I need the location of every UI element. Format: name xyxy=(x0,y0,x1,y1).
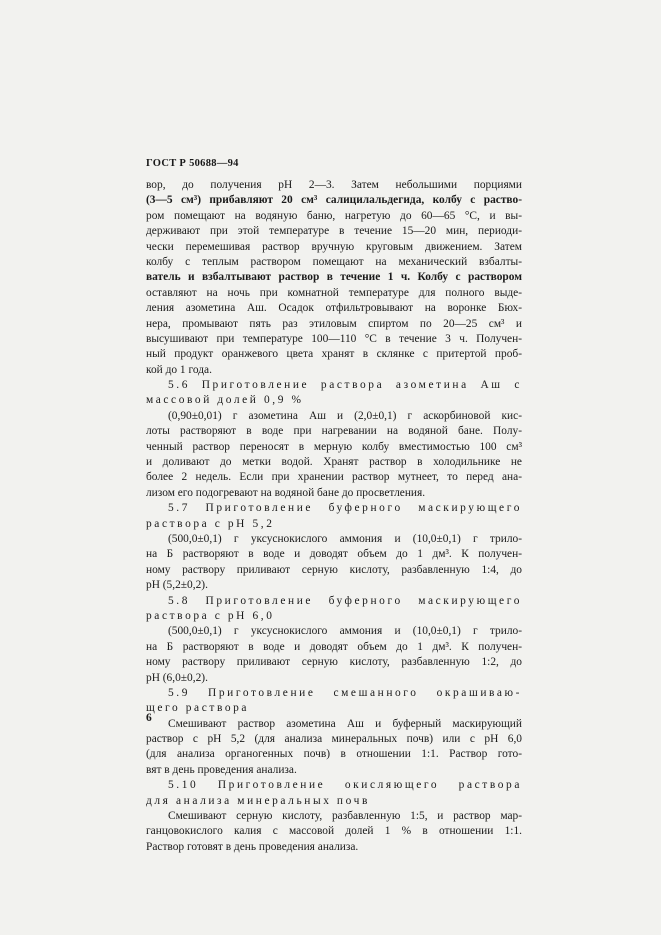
page-number: 6 xyxy=(146,712,152,724)
text-line: раствора с рН 6,0 xyxy=(146,609,275,622)
text-line: оставляют на ночь при комнатной температуре для полного выде- xyxy=(146,286,522,299)
text-line: 5.6 Приготовление раствора азометина Аш с xyxy=(168,379,522,392)
text-line: (500,0±0,1) г уксуснокислого аммония и (10,0±0,1) г трило- xyxy=(168,532,522,545)
text-line: рН (5,2±0,2). xyxy=(146,579,208,592)
text-line: более 2 недель. Если при хранении раствор мутнеет, то перед ана- xyxy=(146,471,522,484)
text-line: раствора с рН 5,2 xyxy=(146,517,275,530)
text-line: лизом его подогревают на водяной бане до просветления. xyxy=(146,486,426,499)
text-line: ченный раствор переносят в мерную колбу вместимостью 100 см³ xyxy=(146,440,522,453)
text-line: держивают при этой температуре в течение 15—20 мин, периоди- xyxy=(146,225,522,238)
text-line: 5.9 Приготовление смешанного окрашиваю- xyxy=(168,686,522,699)
text-line: рН (6,0±0,2). xyxy=(146,671,208,684)
text-line: массовой долей 0,9 % xyxy=(146,394,304,407)
text-line: (3—5 см³) прибавляют 20 см³ салицилальдегида, колбу с раство- xyxy=(146,194,522,207)
text-line: ганцовокислого калия с массовой долей 1 % в отношении 1:1. xyxy=(146,825,522,838)
document-header: ГОСТ Р 50688—94 xyxy=(146,158,239,169)
text-line: высушивают при температуре 100—110 °С в течение 3 ч. Получен- xyxy=(146,332,522,345)
text-line: Смешивают серную кислоту, разбавленную 1:5, и раствор мар- xyxy=(168,810,522,823)
text-line: ватель и взбалтывают раствор в течение 1 ч. Колбу с раствором xyxy=(146,271,522,284)
text-line: Раствор готовят в день проведения анализа. xyxy=(146,840,359,853)
text-line: щего раствора xyxy=(146,702,250,715)
body-text xyxy=(146,178,522,855)
text-line: 5.8 Приготовление буферного маскирующего xyxy=(168,594,522,607)
text-line: лоты растворяют в воде при нагревании на водяной бане. Полу- xyxy=(146,425,522,438)
text-line: ный продукт оранжевого цвета хранят в склянке с притертой проб- xyxy=(146,348,522,361)
text-line: колбу с теплым раствором помещают на механический взбалты- xyxy=(146,255,522,268)
text-line: вят в день проведения анализа. xyxy=(146,763,297,776)
text-line: ному раствору приливают серную кислоту, разбавленную 1:4, до xyxy=(146,563,522,576)
text-line: нера, промывают пять раз этиловым спиртом по 20—25 см³ и xyxy=(146,317,522,330)
text-line: (0,90±0,01) г азометина Аш и (2,0±0,1) г аскорбиновой кис- xyxy=(168,409,522,422)
text-line: ром помещают на водяную баню, нагретую до 60—65 °С, и вы- xyxy=(146,209,522,222)
text-line: ному раствору приливают серную кислоту, разбавленную 1:2, до xyxy=(146,656,522,669)
text-line: на Б растворяют в воде и доводят объем до 1 дм³. К получен- xyxy=(146,548,522,561)
text-line: 5.7 Приготовление буферного маскирующего xyxy=(168,502,522,515)
text-line: 5.10 Приготовление окисляющего раствора xyxy=(168,779,522,792)
text-line: ления азометина Аш. Осадок отфильтровывают на воронке Бюх- xyxy=(146,302,522,315)
text-line: на Б растворяют в воде и доводят объем до 1 дм³. К получен- xyxy=(146,640,522,653)
text-line: вор, до получения рН 2—3. Затем небольшими порциями xyxy=(146,179,522,191)
text-line: кой до 1 года. xyxy=(146,363,212,376)
text-line: и доливают до метки водой. Хранят раствор в холодильнике не xyxy=(146,456,522,469)
text-line: для анализа минеральных почв xyxy=(146,794,370,807)
text-line: раствор с рН 5,2 (для анализа минеральных почв) или с рН 6,0 xyxy=(146,733,522,746)
text-line: Смешивают раствор азометина Аш и буферный маскирующий xyxy=(168,717,522,730)
text-line: (500,0±0,1) г уксуснокислого аммония и (10,0±0,1) г трило- xyxy=(168,625,522,638)
text-line: (для анализа органогенных почв) в отношении 1:1. Раствор гото- xyxy=(146,748,522,761)
text-line: чески перемешивая раствор вручную круговым движением. Затем xyxy=(146,240,522,253)
